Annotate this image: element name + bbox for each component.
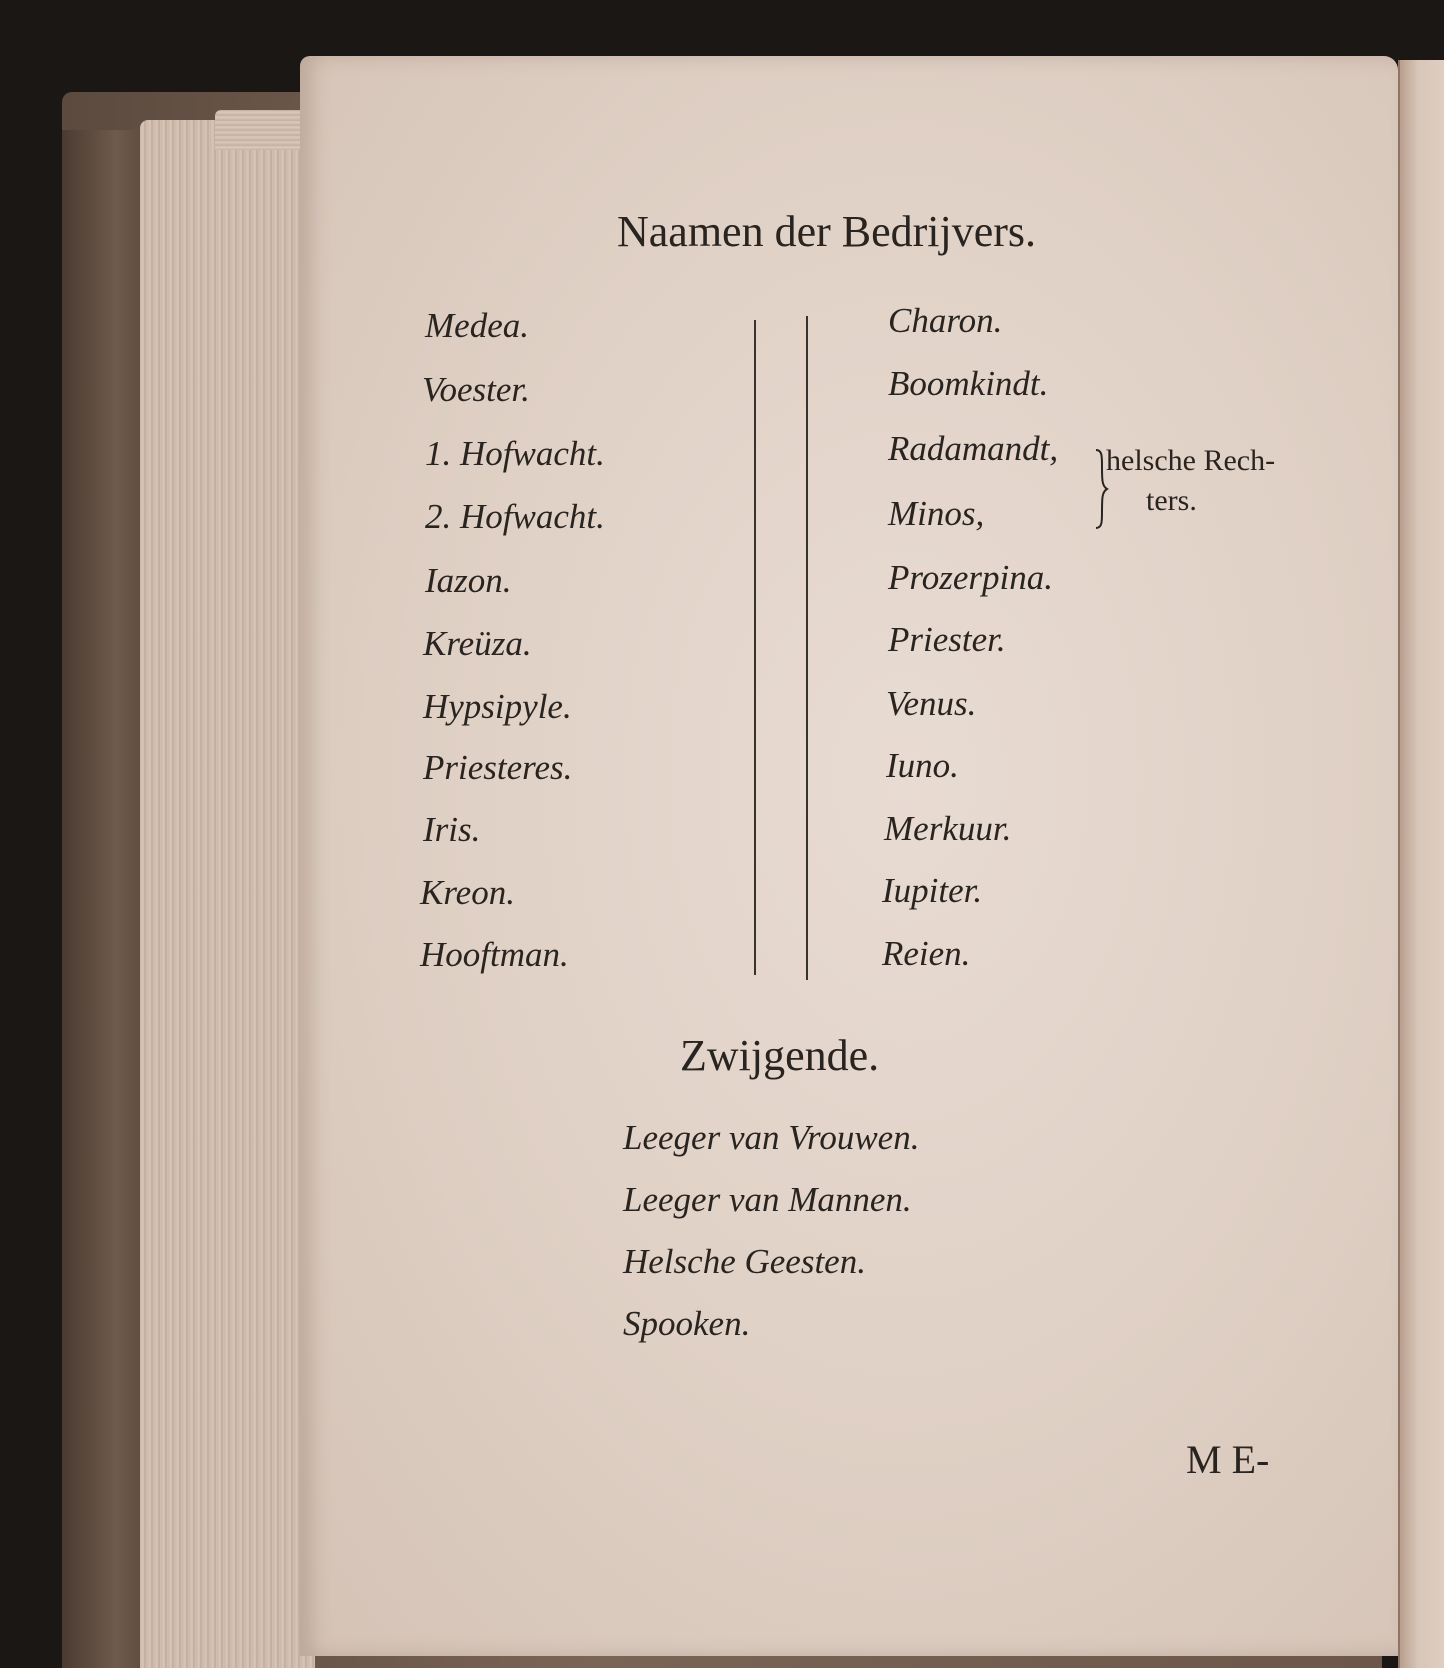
left-name-11: Hooftman. — [420, 935, 569, 974]
right-name-7: Venus. — [886, 684, 977, 723]
right-name-2: Boomkindt. — [888, 364, 1049, 403]
right-name-5: Prozerpina. — [888, 558, 1053, 597]
right-name-8: Iuno. — [886, 746, 959, 785]
bracket-note-line1: helsche Rech- — [1106, 444, 1276, 477]
right-name-10: Iupiter. — [882, 871, 983, 910]
left-name-5: Iazon. — [425, 561, 512, 600]
left-name-7: Hypsipyle. — [423, 687, 572, 726]
silent-name-1: Leeger van Vrouwen. — [623, 1118, 920, 1157]
book-cover-edge — [62, 130, 152, 1668]
silent-name-4: Spooken. — [623, 1304, 751, 1343]
right-name-4: Minos, — [888, 494, 985, 533]
left-name-10: Kreon. — [420, 873, 515, 912]
bracket-note-line2: ters. — [1146, 484, 1197, 517]
left-name-4: 2. Hofwacht. — [425, 497, 605, 536]
right-name-6: Priester. — [888, 620, 1006, 659]
book-page — [300, 56, 1398, 1656]
left-name-2: Voester. — [422, 370, 530, 409]
page-title: Naamen der Bedrijvers. — [617, 207, 1037, 256]
catchword: M E- — [1186, 1437, 1270, 1482]
silent-name-3: Helsche Geesten. — [623, 1242, 866, 1281]
right-name-11: Reien. — [882, 934, 971, 973]
left-name-6: Kreüza. — [423, 624, 532, 663]
column-rule-right — [806, 316, 808, 980]
left-name-9: Iris. — [423, 810, 481, 849]
right-name-9: Merkuur. — [884, 809, 1012, 848]
section-title: Zwijgende. — [680, 1031, 880, 1080]
facing-page-edge — [1398, 60, 1444, 1668]
left-name-8: Priesteres. — [423, 748, 573, 787]
right-name-1: Charon. — [888, 301, 1003, 340]
left-name-1: Medea. — [425, 306, 529, 345]
page-edges — [140, 120, 315, 1668]
column-rule-left — [754, 320, 756, 975]
silent-name-2: Leeger van Mannen. — [623, 1180, 912, 1219]
right-name-3: Radamandt, — [888, 429, 1059, 468]
left-name-3: 1. Hofwacht. — [425, 434, 605, 473]
